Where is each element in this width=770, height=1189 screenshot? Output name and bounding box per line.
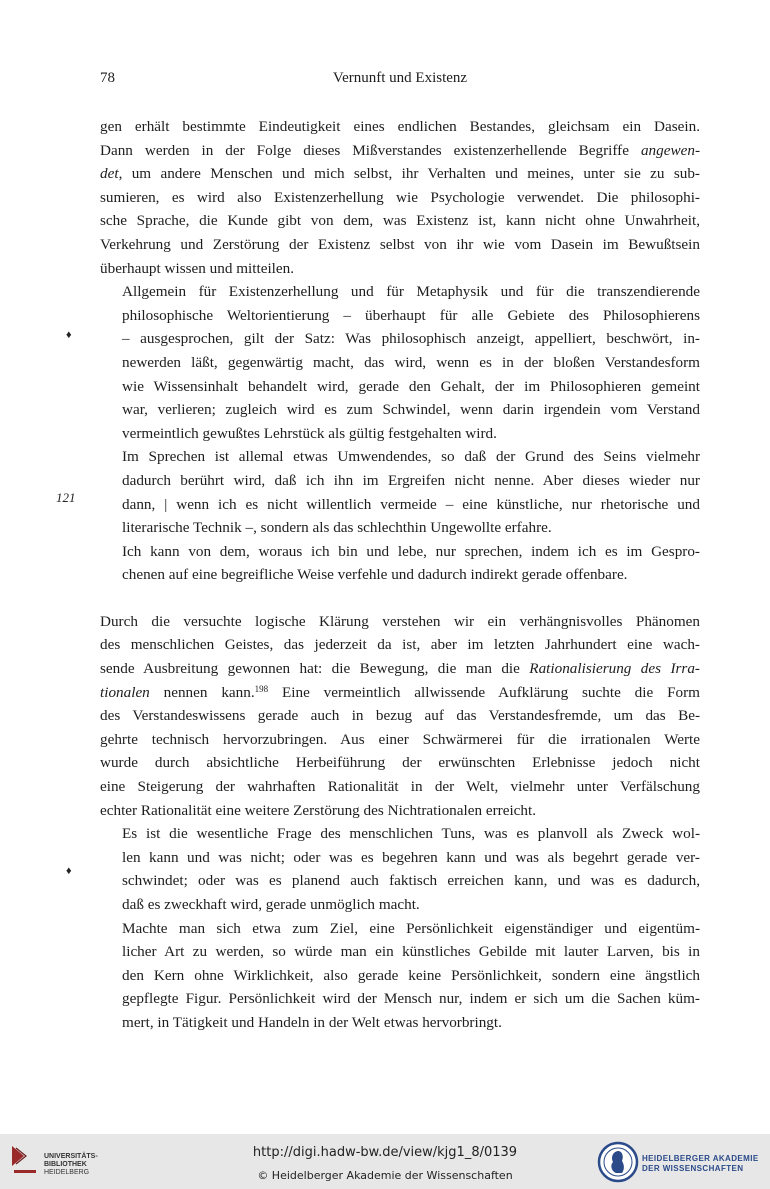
text-line: sende Ausbreitung gewonnen hat: die Bewegung, die man die Rationalisierung des Irra- <box>100 660 700 678</box>
text-line: eine Steigerung der wahrhaften Rationalität in der Welt, vielmehr unter Verfälschung <box>100 778 700 796</box>
text-line: gepflegte Figur. Persönlichkeit wird der Mensch nur, indem er sich um die Sachen küm- <box>122 990 700 1008</box>
text-line: Allgemein für Existenzerhellung und für Metaphysik und für die transzendierende <box>122 283 700 301</box>
source-url[interactable]: http://digi.hadw-bw.de/view/kjg1_8/0139 <box>252 1145 518 1160</box>
paragraph <box>100 445 700 539</box>
text-line: Dann werden in der Folge dieses Mißverstandes existenzerhellende Begriffe angewen- <box>100 141 700 159</box>
text-line: licher Art zu werden, so würde man ein künstliches Gebilde mit lauter Larven, bis in <box>122 943 700 961</box>
paragraph <box>100 115 700 280</box>
footnote-reference: 198 <box>254 683 269 694</box>
text-line: Durch die versuchte logische Klärung verstehen wir ein verhängnisvolles Phänomen <box>100 612 700 630</box>
academy-seal-icon <box>596 1140 640 1184</box>
text-line: Verkehrung und Zerstörung der Existenz selbst von ihr wie vom Dasein im Bewußtsein <box>100 235 700 253</box>
text-line: war, verlieren; zugleich wird es zum Schwindel, wenn darin irgendein vom Verstand <box>122 401 700 419</box>
text-line: echter Rationalität eine weitere Zerstörung des Nichtrationalen erreicht. <box>100 801 537 819</box>
copyright-notice: © Heidelberger Akademie der Wissenschaften <box>257 1169 513 1182</box>
text-line: dadurch berührt wird, daß ich ihn im Ergreifen nicht nenne. Aber dieses wieder nur <box>122 471 700 489</box>
text-line: chenen auf eine begreifliche Weise verfehle und dadurch indirekt gerade offenbare. <box>122 566 628 584</box>
text-line: dann, | wenn ich es nicht willentlich vermeide – eine künstliche, nur rhetorische und <box>122 495 700 513</box>
academy-logo <box>596 1140 766 1184</box>
academy-name: HEIDELBERGER AKADEMIE DER WISSENSCHAFTEN <box>642 1154 759 1173</box>
university-library-name: UNIVERSITÄTS- BIBLIOTHEK HEIDELBERG <box>44 1153 98 1176</box>
text-line: gehrte technisch hervorzubringen. Aus einer Schwärmerei für die irrationalen Werte <box>100 730 700 748</box>
text-line: mert, in Tätigkeit und Handeln in der Welt etwas hervorbringt. <box>122 1013 502 1031</box>
text-line: vermeintlich gewußtes Lehrstück als gültig festgehalten wird. <box>122 424 497 442</box>
text-line: – ausgesprochen, gilt der Satz: Was philosophisch anzeigt, appelliert, beschwört, in- <box>122 330 700 348</box>
text-line: des Verstandeswissens gerade auch in bezug auf das Verstandesfremde, um das Be- <box>100 707 700 725</box>
margin-marker-2: ♦ <box>66 865 72 877</box>
footer-bar <box>0 1134 770 1189</box>
paragraph <box>100 540 700 587</box>
text-line: schwindet; oder was es planend auch faktisch erreichen kann, und was es dadurch, <box>122 872 700 890</box>
paragraph <box>100 822 700 916</box>
text-line: Es ist die wesentliche Frage des menschlichen Tuns, was es planvoll als Zweck wol- <box>122 825 700 843</box>
text-line: daß es zweckhaft wird, gerade unmöglich macht. <box>122 896 420 913</box>
paragraph <box>100 610 700 822</box>
text-line: sumieren, es wird also Existenzerhellung wie Psychologie verwendet. Die philosophi- <box>100 188 700 206</box>
body-text <box>100 115 700 1035</box>
paragraph <box>100 280 700 445</box>
text-line: Ich kann von dem, woraus ich bin und lebe, nur sprechen, indem ich es im Gespro- <box>122 542 700 560</box>
margin-marker-1: ♦ <box>66 329 72 341</box>
text-line: gen erhält bestimmte Eindeutigkeit eines endlichen Bestandes, gleichsam ein Dasein. <box>100 118 700 135</box>
text-line: len kann und was nicht; oder was es begehren kann und was als begehrt gerade ver- <box>122 848 700 866</box>
page-header <box>100 70 700 92</box>
text-line: tionalen nennen kann.$^{198}$ Eine vermeintlich allwissende Aufklärung suchte die Form <box>100 683 700 701</box>
text-line: newerden läßt, gegenwärtig macht, das wird, wenn es in der bloßen Verstandesform <box>122 353 700 371</box>
text-line: sche Sprache, die Kunde gibt von dem, was Existenz ist, kann nicht ohne Unwahrheit, <box>100 212 700 230</box>
text-line: philosophische Weltorientierung – überhaupt für alle Gebiete des Philosophierens <box>122 306 700 324</box>
text-line: Machte man sich etwa zum Ziel, eine Persönlichkeit eigenständiger und eigentüm- <box>122 919 700 937</box>
text-line: den Kern ohne Wirklichkeit, also gerade keine Persönlichkeit, sondern eine ängstlich <box>122 966 700 984</box>
text-line: wurde durch absichtliche Herbeiführung der erwünschten Erlebnisse jedoch nicht <box>100 754 700 772</box>
running-title: Vernunft und Existenz <box>332 70 468 86</box>
page-number: 78 <box>100 70 115 86</box>
margin-page-reference: 121 <box>56 490 76 505</box>
text-line: überhaupt wissen und mitteilen. <box>100 259 295 277</box>
text-line: det, um andere Menschen und mich selbst, ihr Verhalten und meines, unter sie zu sub- <box>100 165 700 183</box>
paragraph <box>100 917 700 1035</box>
text-line: wie Wissensinhalt behandelt wird, gerade den Gehalt, der im Philosophieren gemeint <box>122 377 700 395</box>
text-line: Im Sprechen ist allemal etwas Umwendendes, so daß der Grund des Seins vielmehr <box>122 448 700 466</box>
text-line: des menschlichen Geistes, das jederzeit da ist, aber im letzten Jahrhundert eine wach- <box>100 636 700 654</box>
text-line: literarische Technik –, sondern als das schlechthin Ungewollte erfahre. <box>122 519 552 537</box>
